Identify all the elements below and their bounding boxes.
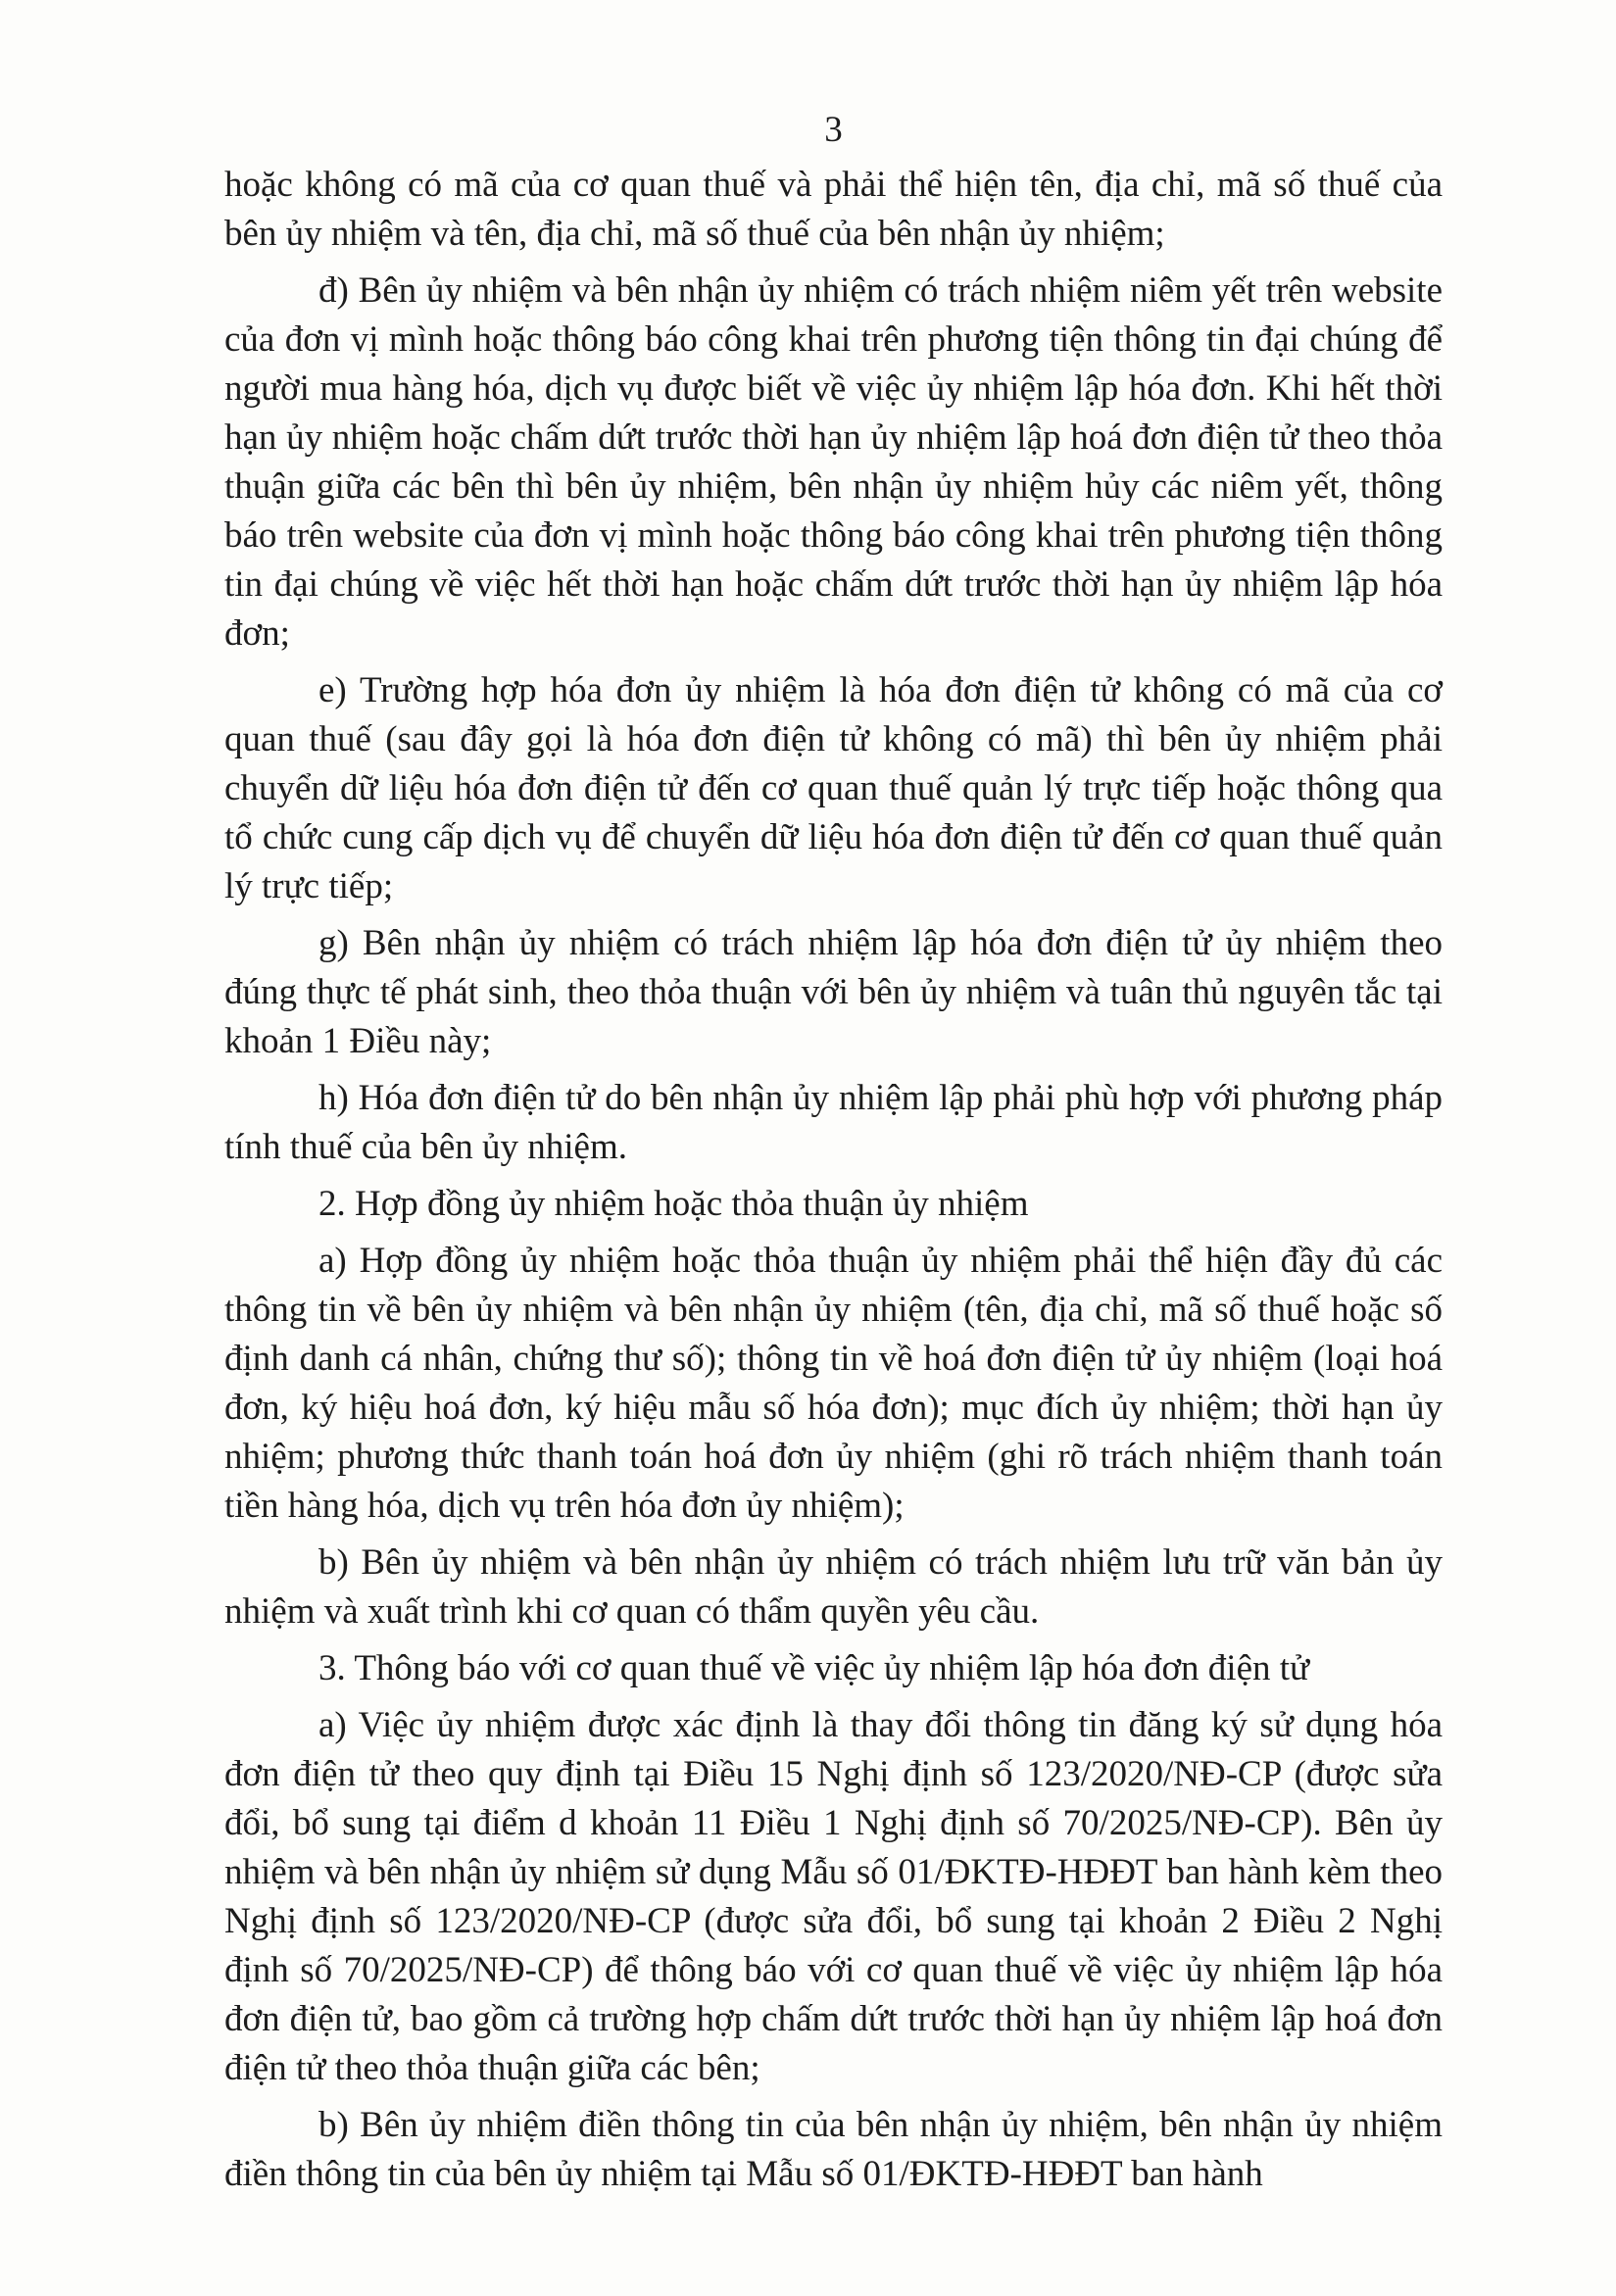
paragraph-continuation: hoặc không có mã của cơ quan thuế và phải thể hiện tên, địa chỉ, mã số thuế của bên ủy nhiệm và tên, địa chỉ, mã số thuế của bên nhận ủy nhiệm; [224,165,1443,254]
paragraph-item-g: g) Bên nhận ủy nhiệm có trách nhiệm lập hóa đơn điện tử ủy nhiệm theo đúng thực tế phát sinh, theo thỏa thuận với bên ủy nhiệm và tuân thủ nguyên tắc tại khoản 1 Điều này; [224,923,1443,1061]
paragraph-2b: b) Bên ủy nhiệm và bên nhận ủy nhiệm có trách nhiệm lưu trữ văn bản ủy nhiệm và xuất trình khi cơ quan có thẩm quyền yêu cầu. [224,1542,1443,1632]
section-heading-2: 2. Hợp đồng ủy nhiệm hoặc thỏa thuận ủy nhiệm [318,1184,1029,1224]
page-number: 3 [824,110,843,150]
paragraph-item-e: e) Trường hợp hóa đơn ủy nhiệm là hóa đơn điện tử không có mã của cơ quan thuế (sau đây gọi là hóa đơn điện tử không có mã) thì bên ủy nhiệm phải chuyển dữ liệu hóa đơn điện tử đến cơ quan thuế quản lý trực tiếp hoặc thông qua tổ chức cung cấp dịch vụ để chuyển dữ liệu hóa đơn điện tử đến cơ quan thuế quản lý trực tiếp; [224,670,1443,906]
paragraph-3b: b) Bên ủy nhiệm điền thông tin của bên nhận ủy nhiệm, bên nhận ủy nhiệm điền thông tin của bên ủy nhiệm tại Mẫu số 01/ĐKTĐ-HĐĐT ban hành [224,2105,1443,2194]
paragraph-3a: a) Việc ủy nhiệm được xác định là thay đổi thông tin đăng ký sử dụng hóa đơn điện tử theo quy định tại Điều 15 Nghị định số 123/2020/NĐ-CP (được sửa đổi, bổ sung tại điểm d khoản 11 Điều 1 Nghị định số 70/2025/NĐ-CP). Bên ủy nhiệm và bên nhận ủy nhiệm sử dụng Mẫu số 01/ĐKTĐ-HĐĐT ban hành kèm theo Nghị định số 123/2020/NĐ-CP (được sửa đổi, bổ sung tại khoản 2 Điều 2 Nghị định số 70/2025/NĐ-CP) để thông báo với cơ quan thuế về việc ủy nhiệm lập hóa đơn điện tử, bao gồm cả trường hợp chấm dứt trước thời hạn ủy nhiệm lập hoá đơn điện tử theo thỏa thuận giữa các bên; [224,1705,1443,2088]
paragraph-item-h: h) Hóa đơn điện tử do bên nhận ủy nhiệm lập phải phù hợp với phương pháp tính thuế của bên ủy nhiệm. [224,1078,1443,1167]
section-heading-3: 3. Thông báo với cơ quan thuế về việc ủy nhiệm lập hóa đơn điện tử [318,1648,1310,1688]
paragraph-2a: a) Hợp đồng ủy nhiệm hoặc thỏa thuận ủy nhiệm phải thể hiện đầy đủ các thông tin về bên ủy nhiệm và bên nhận ủy nhiệm (tên, địa chỉ, mã số thuế hoặc số định danh cá nhân, chứng thư số); thông tin về hoá đơn điện tử ủy nhiệm (loại hoá đơn, ký hiệu hoá đơn, ký hiệu mẫu số hóa đơn); mục đích ủy nhiệm; thời hạn ủy nhiệm; phương thức thanh toán hoá đơn ủy nhiệm (ghi rõ trách nhiệm thanh toán tiền hàng hóa, dịch vụ trên hóa đơn ủy nhiệm); [224,1241,1443,1526]
paragraph-item-dd: đ) Bên ủy nhiệm và bên nhận ủy nhiệm có trách nhiệm niêm yết trên website của đơn vị mình hoặc thông báo công khai trên phương tiện thông tin đại chúng để người mua hàng hóa, dịch vụ được biết về việc ủy nhiệm lập hóa đơn. Khi hết thời hạn ủy nhiệm hoặc chấm dứt trước thời hạn ủy nhiệm lập hoá đơn điện tử theo thỏa thuận giữa các bên thì bên ủy nhiệm, bên nhận ủy nhiệm hủy các niêm yết, thông báo trên website của đơn vị mình hoặc thông báo công khai trên phương tiện thông tin đại chúng về việc hết thời hạn hoặc chấm dứt trước thời hạn ủy nhiệm lập hóa đơn; [224,270,1443,654]
